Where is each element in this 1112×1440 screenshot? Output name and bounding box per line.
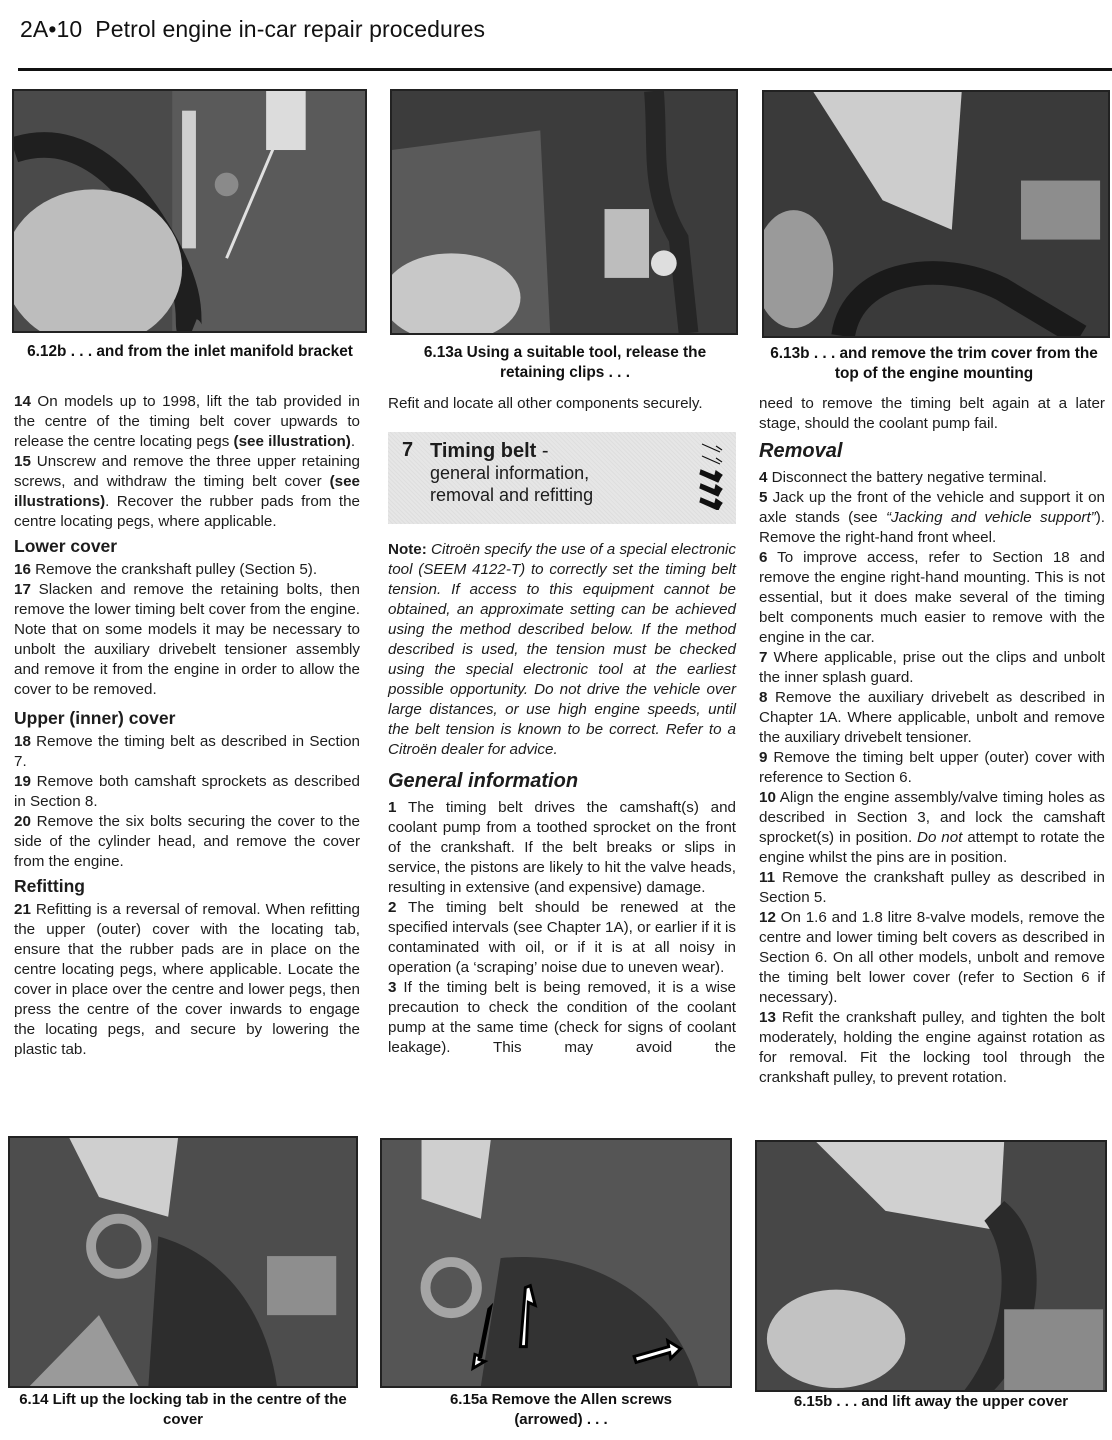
step-9: 9 Remove the timing belt upper (outer) cover with reference to Section 6. xyxy=(759,749,1105,786)
subheading-lower-cover: Lower cover xyxy=(14,536,118,556)
figure-6-15a-photo xyxy=(380,1138,732,1388)
figure-caption: 6.12b . . . and from the inlet manifold bracket xyxy=(27,343,353,360)
continued-text: Refit and locate all other components securely. xyxy=(388,395,703,412)
section-heading-box xyxy=(388,432,736,524)
note-label: Note: xyxy=(388,541,427,558)
step-4: 4 Disconnect the battery negative terminal. xyxy=(759,469,1047,486)
step-21: 21 Refitting is a reversal of removal. When refitting the upper (outer) cover with the locating tab, ensure that the rubber pads are in place on the centre locating pegs, where applicable. Locate the cover in place over the centre and lower pegs, then press the centre of the cover inwards to engage the locating pegs, and secure by lowering the plastic tab. xyxy=(14,901,360,1058)
figure-caption: 6.15a Remove the Allen screws (arrowed) . . . xyxy=(449,1391,673,1428)
step-7: 7 Where applicable, prise out the clips and unbolt the inner splash guard. xyxy=(759,649,1105,686)
figure-6-12b-photo xyxy=(12,89,367,333)
note-paragraph: Note: Citroën specify the use of a special electronic tool (SEEM 4122-T) to correctly set the timing belt tension. If access to this equipment cannot be obtained, an approximate setting can be achieved using the method described below. If the method described is used, the tension must be checked using the special electronic tool at the earliest possible opportunity. Do not drive the vehicle over large distances, or use high engine speeds, until the belt tension is known to be correct. Refer to a Citroën dealer for advice. xyxy=(388,541,736,758)
figure-6-13b-photo xyxy=(762,90,1110,338)
step-19: 19 Remove both camshaft sprockets as described in Section 8. xyxy=(14,773,360,810)
section-title: Timing belt - general information, removal and refitting xyxy=(430,440,594,505)
illustration-reference: (see illustrations) xyxy=(14,473,360,510)
figure-caption: 6.14 Lift up the locking tab in the centre of the cover xyxy=(19,1391,347,1428)
step-6: 6 To improve access, refer to Section 18 and remove the engine right-hand mounting. This is not essential, but it does make several of the timing belt components much easier to remove with the engine in the car. xyxy=(759,549,1105,646)
text-column-2 xyxy=(388,394,736,1058)
page-title: Petrol engine in-car repair procedures xyxy=(95,16,486,42)
subheading-removal: Removal xyxy=(759,440,843,462)
figure-caption: 6.13a Using a suitable tool, release the retaining clips . . . xyxy=(423,344,707,381)
illustration-reference: (see illustration) xyxy=(233,433,351,450)
figure-6-15b-photo xyxy=(755,1140,1107,1392)
step-15: 15 Unscrew and remove the three upper retaining screws, and withdraw the timing belt cover (see illustrations). Recover the rubber pads from the centre locating pegs, where applicable. xyxy=(14,453,360,530)
figure-6-13a-photo xyxy=(390,89,738,335)
step-11: 11 Remove the crankshaft pulley as described in Section 5. xyxy=(759,869,1105,906)
page-reference: 2A•10 xyxy=(20,16,83,42)
subheading-refitting: Refitting xyxy=(14,876,85,896)
step-18: 18 Remove the timing belt as described in Section 7. xyxy=(14,733,360,770)
step-16: 16 Remove the crankshaft pulley (Section 5). xyxy=(14,561,318,578)
step-2: 2 The timing belt should be renewed at the specified intervals (see Chapter 1A), or earlier if it is contaminated with oil, or if it is at all noisy in operation (a ‘scraping’ noise due to uneven wear). xyxy=(388,899,736,976)
wrench-rating-icon xyxy=(698,440,724,510)
step-5: 5 Jack up the front of the vehicle and support it on axle stands (see “Jacking and vehicle support”). Remove the right-hand front wheel. xyxy=(759,489,1106,546)
text-column-3 xyxy=(759,394,1105,1088)
figure-caption: 6.13b . . . and remove the trim cover from the top of the engine mounting xyxy=(770,345,1098,382)
step-17: 17 Slacken and remove the retaining bolts, then remove the lower timing belt cover from the engine. Note that on some models it may be necessary to unbolt the auxiliary drivebelt tensioner assembly and remove it from the engine in order to allow the cover to be removed. xyxy=(14,581,360,698)
section-number: 7 xyxy=(402,439,414,461)
step-20: 20 Remove the six bolts securing the cover to the side of the cylinder head, and remove the cover from the engine. xyxy=(14,813,360,870)
step-13: 13 Refit the crankshaft pulley, and tighten the bolt moderately, holding the engine against rotation as for removal. Fit the locking tool through the crankshaft pulley, to prevent rotation. xyxy=(759,1009,1105,1086)
step-12: 12 On 1.6 and 1.8 litre 8-valve models, remove the centre and lower timing belt covers as described in Section 6. On all other models, unbolt and remove the timing belt lower cover (refer to Section 6 if necessary). xyxy=(759,909,1105,1006)
header-rule xyxy=(18,68,1112,71)
text-column-1 xyxy=(14,392,360,1060)
step-1: 1 The timing belt drives the camshaft(s) and coolant pump from a toothed sprocket on the front of the crankshaft. If the belt breaks or slips in service, the pistons are likely to hit the valve heads, resulting in extensive (and expensive) damage. xyxy=(388,799,736,896)
page-header xyxy=(20,16,485,43)
subheading-general-information: General information xyxy=(388,770,579,792)
continued-text: need to remove the timing belt again at a later stage, should the coolant pump fail. xyxy=(759,395,1105,432)
figure-caption: 6.15b . . . and lift away the upper cover xyxy=(793,1393,1069,1410)
figure-6-14-photo xyxy=(8,1136,358,1388)
step-14: 14 On models up to 1998, lift the tab provided in the centre of the timing belt cover upwards to release the centre locating pegs (see illustration). xyxy=(14,393,360,450)
step-3: 3 If the timing belt is being removed, it is a wise precaution to check the condition of the coolant pump at the same time (check for signs of coolant leakage). This may avoid the xyxy=(388,979,736,1056)
step-10: 10 Align the engine assembly/valve timing holes as described in Section 3, and lock the camshaft sprocket(s) in position. Do not attempt to rotate the engine whilst the pins are in position. xyxy=(759,789,1106,866)
subheading-upper-inner-cover: Upper (inner) cover xyxy=(14,708,176,728)
step-8: 8 Remove the auxiliary drivebelt as described in Chapter 1A. Where applicable, unbolt and remove the auxiliary drivebelt tensioner. xyxy=(759,689,1105,746)
